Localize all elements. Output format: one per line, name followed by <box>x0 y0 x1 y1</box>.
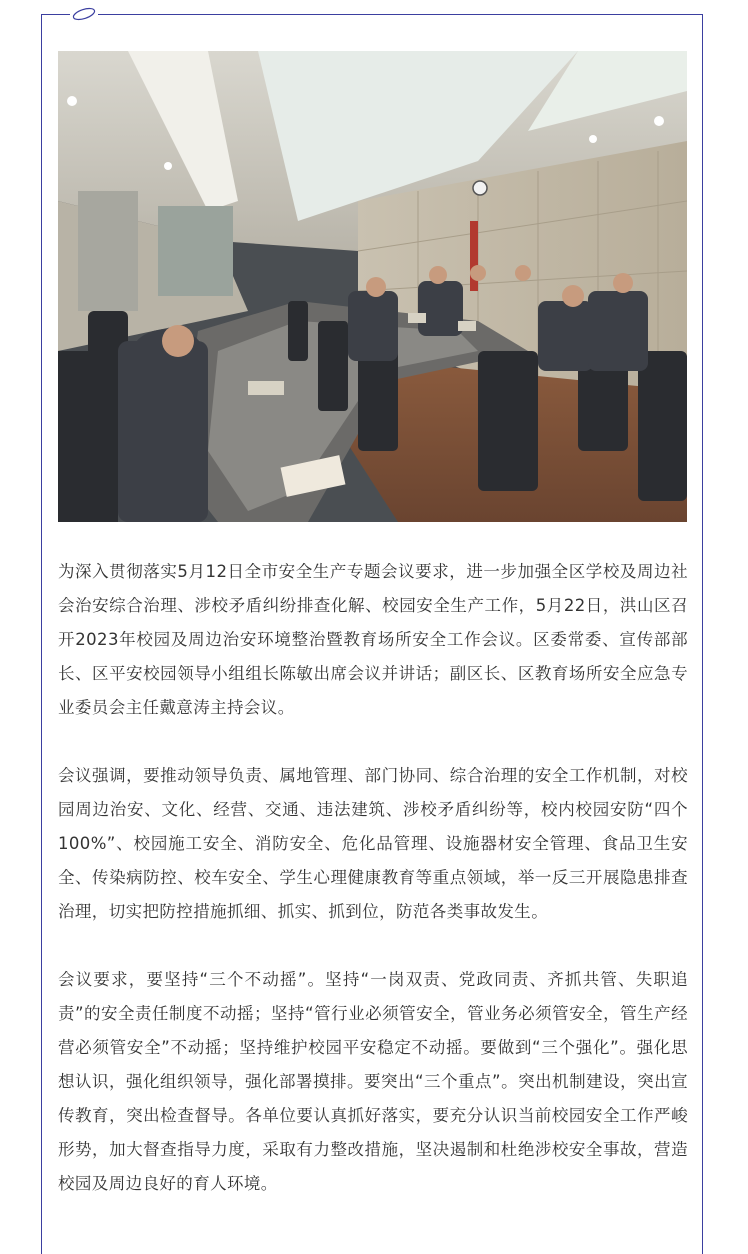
article-paragraph-1: 为深入贯彻落实5月12日全市安全生产专题会议要求，进一步加强全区学校及周边社会治安综合治理、涉校矛盾纠纷排查化解、校园安全生产工作，5月22日，洪山区召开2023年校园及周边治安环境整治暨教育场所安全工作会议。区委常委、宣传部部长、区平安校园领导小组组长陈敏出席会议并讲话；副区长、区教育场所安全应急专业委员会主任戴意涛主持会议。 <box>58 562 688 717</box>
frame-ornament-icon <box>70 7 98 21</box>
article-body <box>58 555 688 1235</box>
article-paragraph-3: 会议要求，要坚持“三个不动摇”。坚持“一岗双责、党政同责、齐抓共管、失职追责”的安全责任制度不动摇；坚持“管行业必须管安全，管业务必须管安全，管生产经营必须管安全”不动摇；坚持维护校园平安稳定不动摇。要做到“三个强化”。强化思想认识，强化组织领导，强化部署摸排。要突出“三个重点”。突出机制建设，突出宣传教育，突出检查督导。各单位要认真抓好落实，要充分认识当前校园安全工作严峻形势，加大督查指导力度，采取有力整改措施，坚决遏制和杜绝涉校安全事故，营造校园及周边良好的育人环境。 <box>58 970 688 1193</box>
meeting-photo <box>58 51 687 522</box>
article-paragraph-2: 会议强调，要推动领导负责、属地管理、部门协同、综合治理的安全工作机制，对校园周边治安、文化、经营、交通、违法建筑、涉校矛盾纠纷等，校内校园安防“四个100%”、校园施工安全、消防安全、危化品管理、设施器材安全管理、食品卫生安全、传染病防控、校车安全、学生心理健康教育等重点领域，举一反三开展隐患排查治理，切实把防控措施抓细、抓实、抓到位，防范各类事故发生。 <box>58 766 688 921</box>
